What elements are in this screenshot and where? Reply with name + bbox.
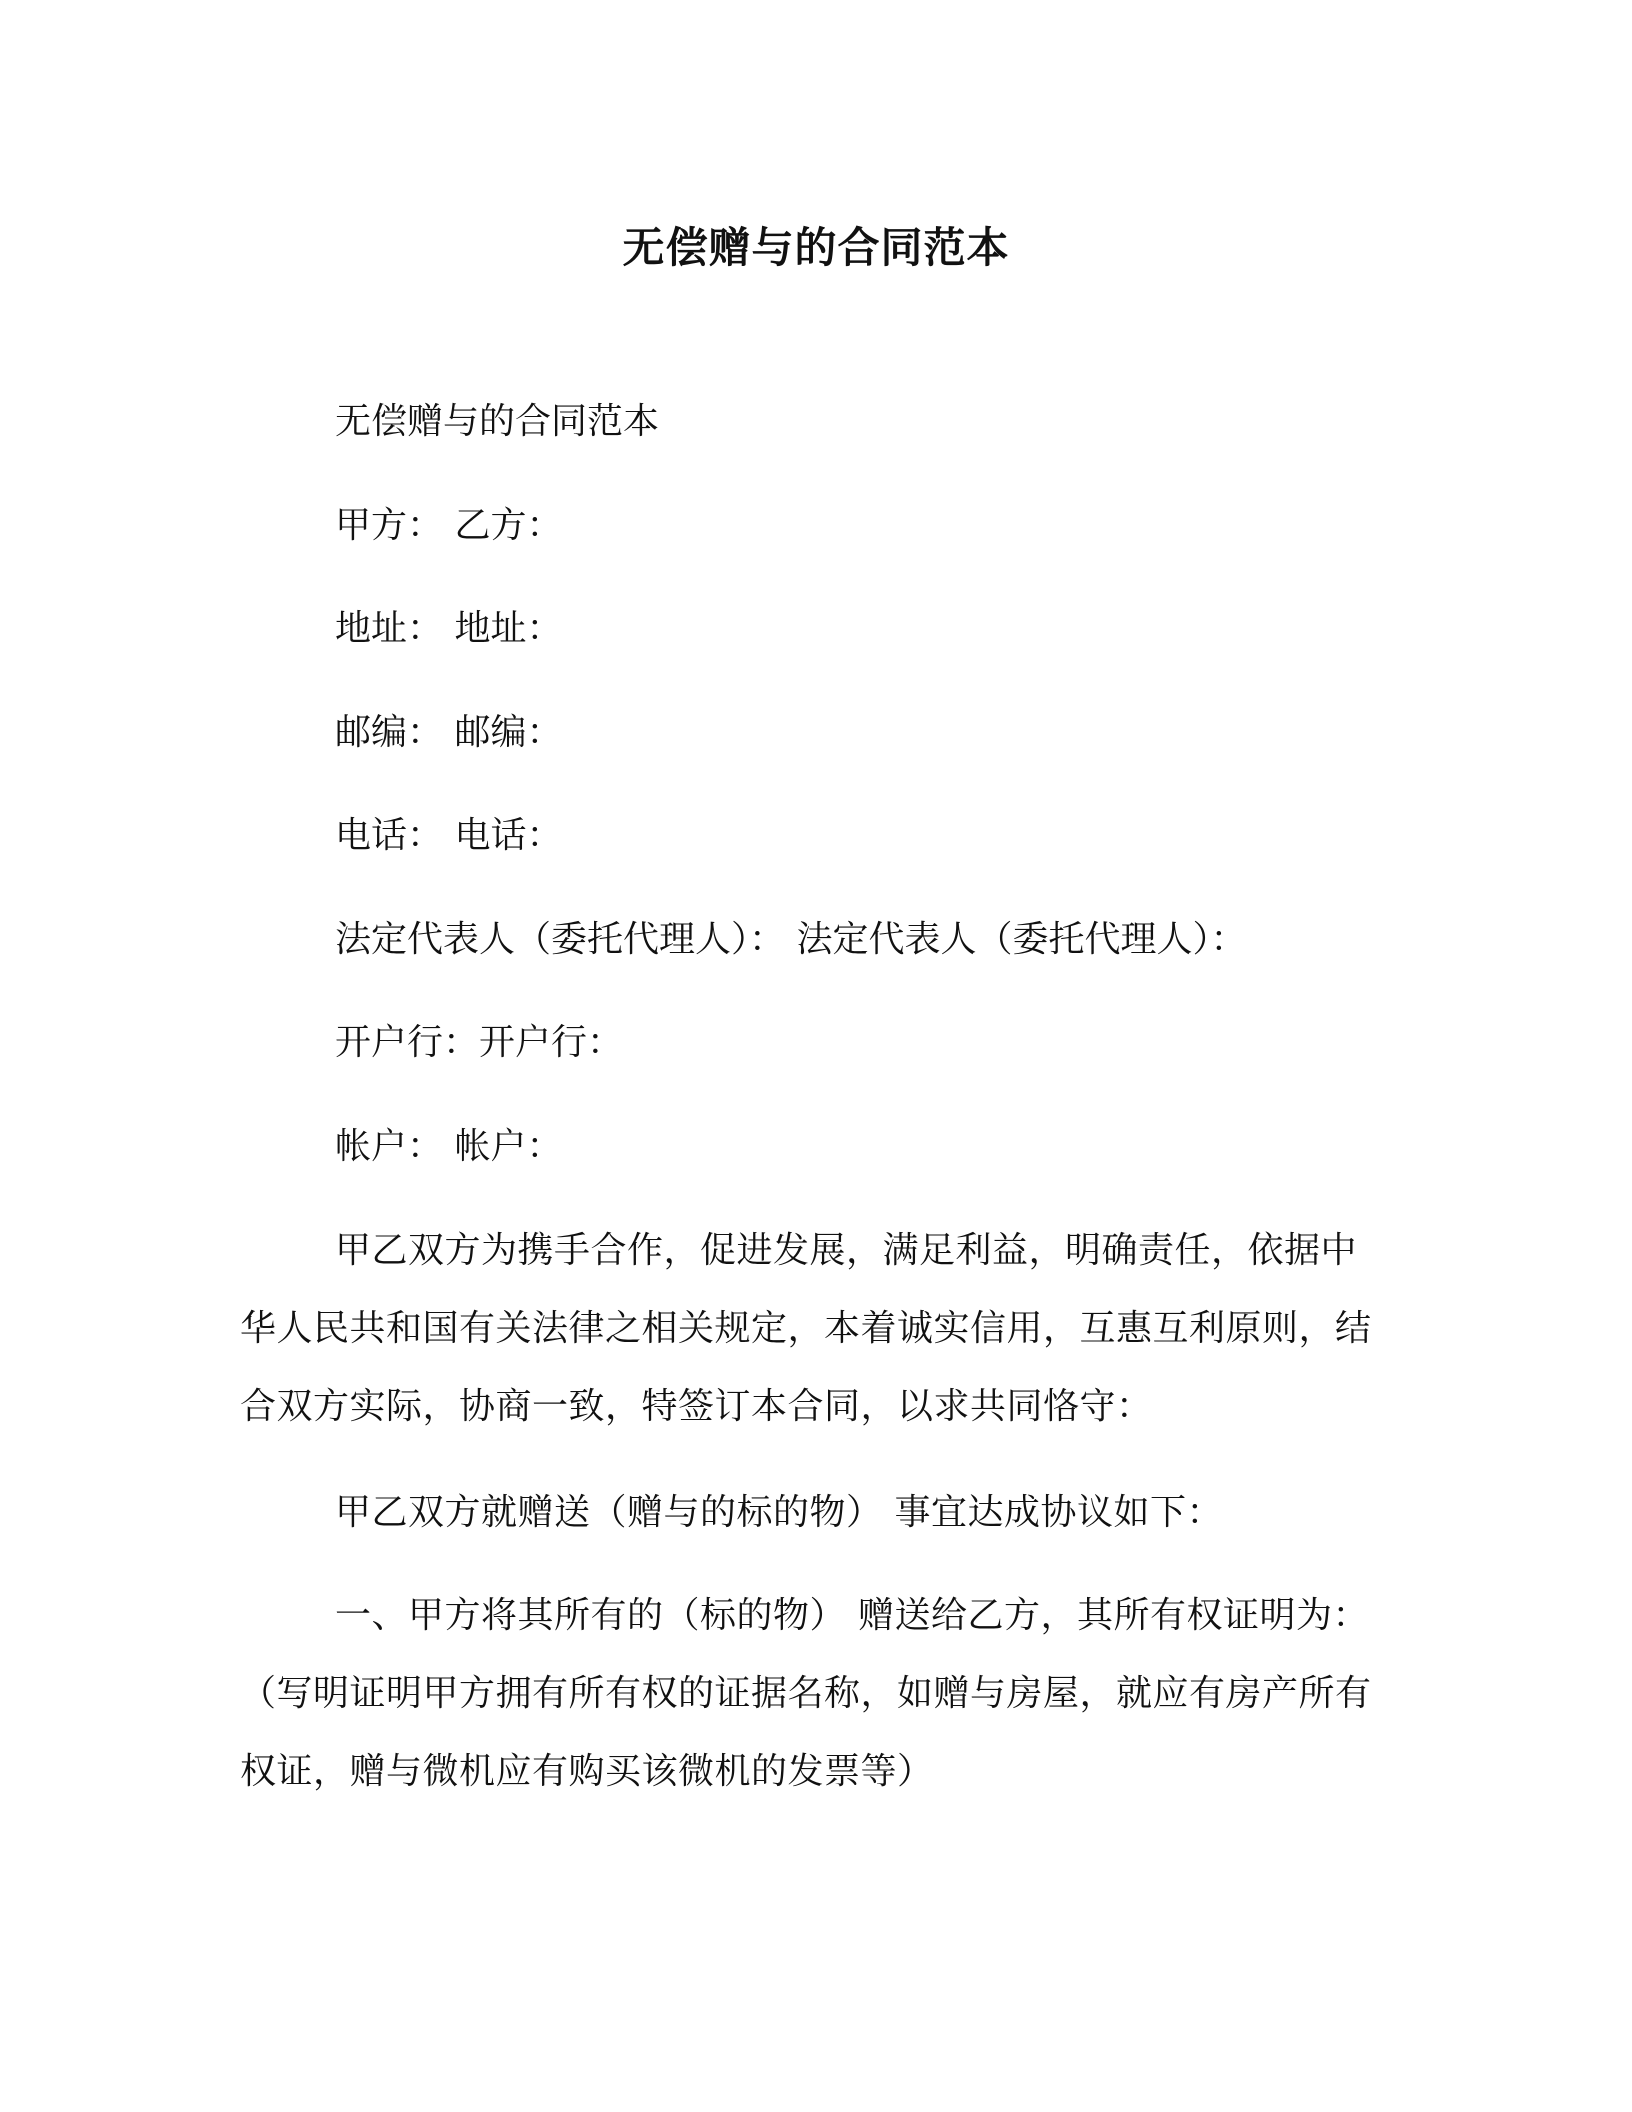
phone-field: 电话： 电话：: [335, 815, 563, 856]
document-subtitle: 无偿赠与的合同范本: [335, 401, 660, 442]
legal-representative-field: 法定代表人（委托代理人）： 法定代表人（委托代理人）：: [335, 919, 1247, 960]
clause-one-paragraph: 一、甲方将其所有的（标的物） 赠送给乙方，其所有权证明为：（写明证明甲方拥有所有权的证据名称，如赠与房屋，就应有房产所有权证，赠与微机应有购买该微机的发票等）: [240, 1595, 1372, 1792]
agreement-paragraph: 甲乙双方就赠送（赠与的标的物） 事宜达成协议如下：: [335, 1492, 1223, 1533]
postcode-field: 邮编： 邮编：: [335, 712, 563, 753]
account-field: 帐户： 帐户：: [335, 1126, 563, 1167]
intro-paragraph: 甲乙双方为携手合作，促进发展，满足利益，明确责任，依据中华人民共和国有关法律之相关规定，本着诚实信用，互惠互利原则，结合双方实际，协商一致，特签订本合同，以求共同恪守：: [240, 1230, 1372, 1427]
bank-field: 开户行：开户行：: [335, 1022, 624, 1063]
document-title: 无偿赠与的合同范本: [622, 223, 1010, 272]
party-field: 甲方： 乙方：: [335, 505, 563, 546]
address-field: 地址： 地址：: [335, 608, 563, 649]
